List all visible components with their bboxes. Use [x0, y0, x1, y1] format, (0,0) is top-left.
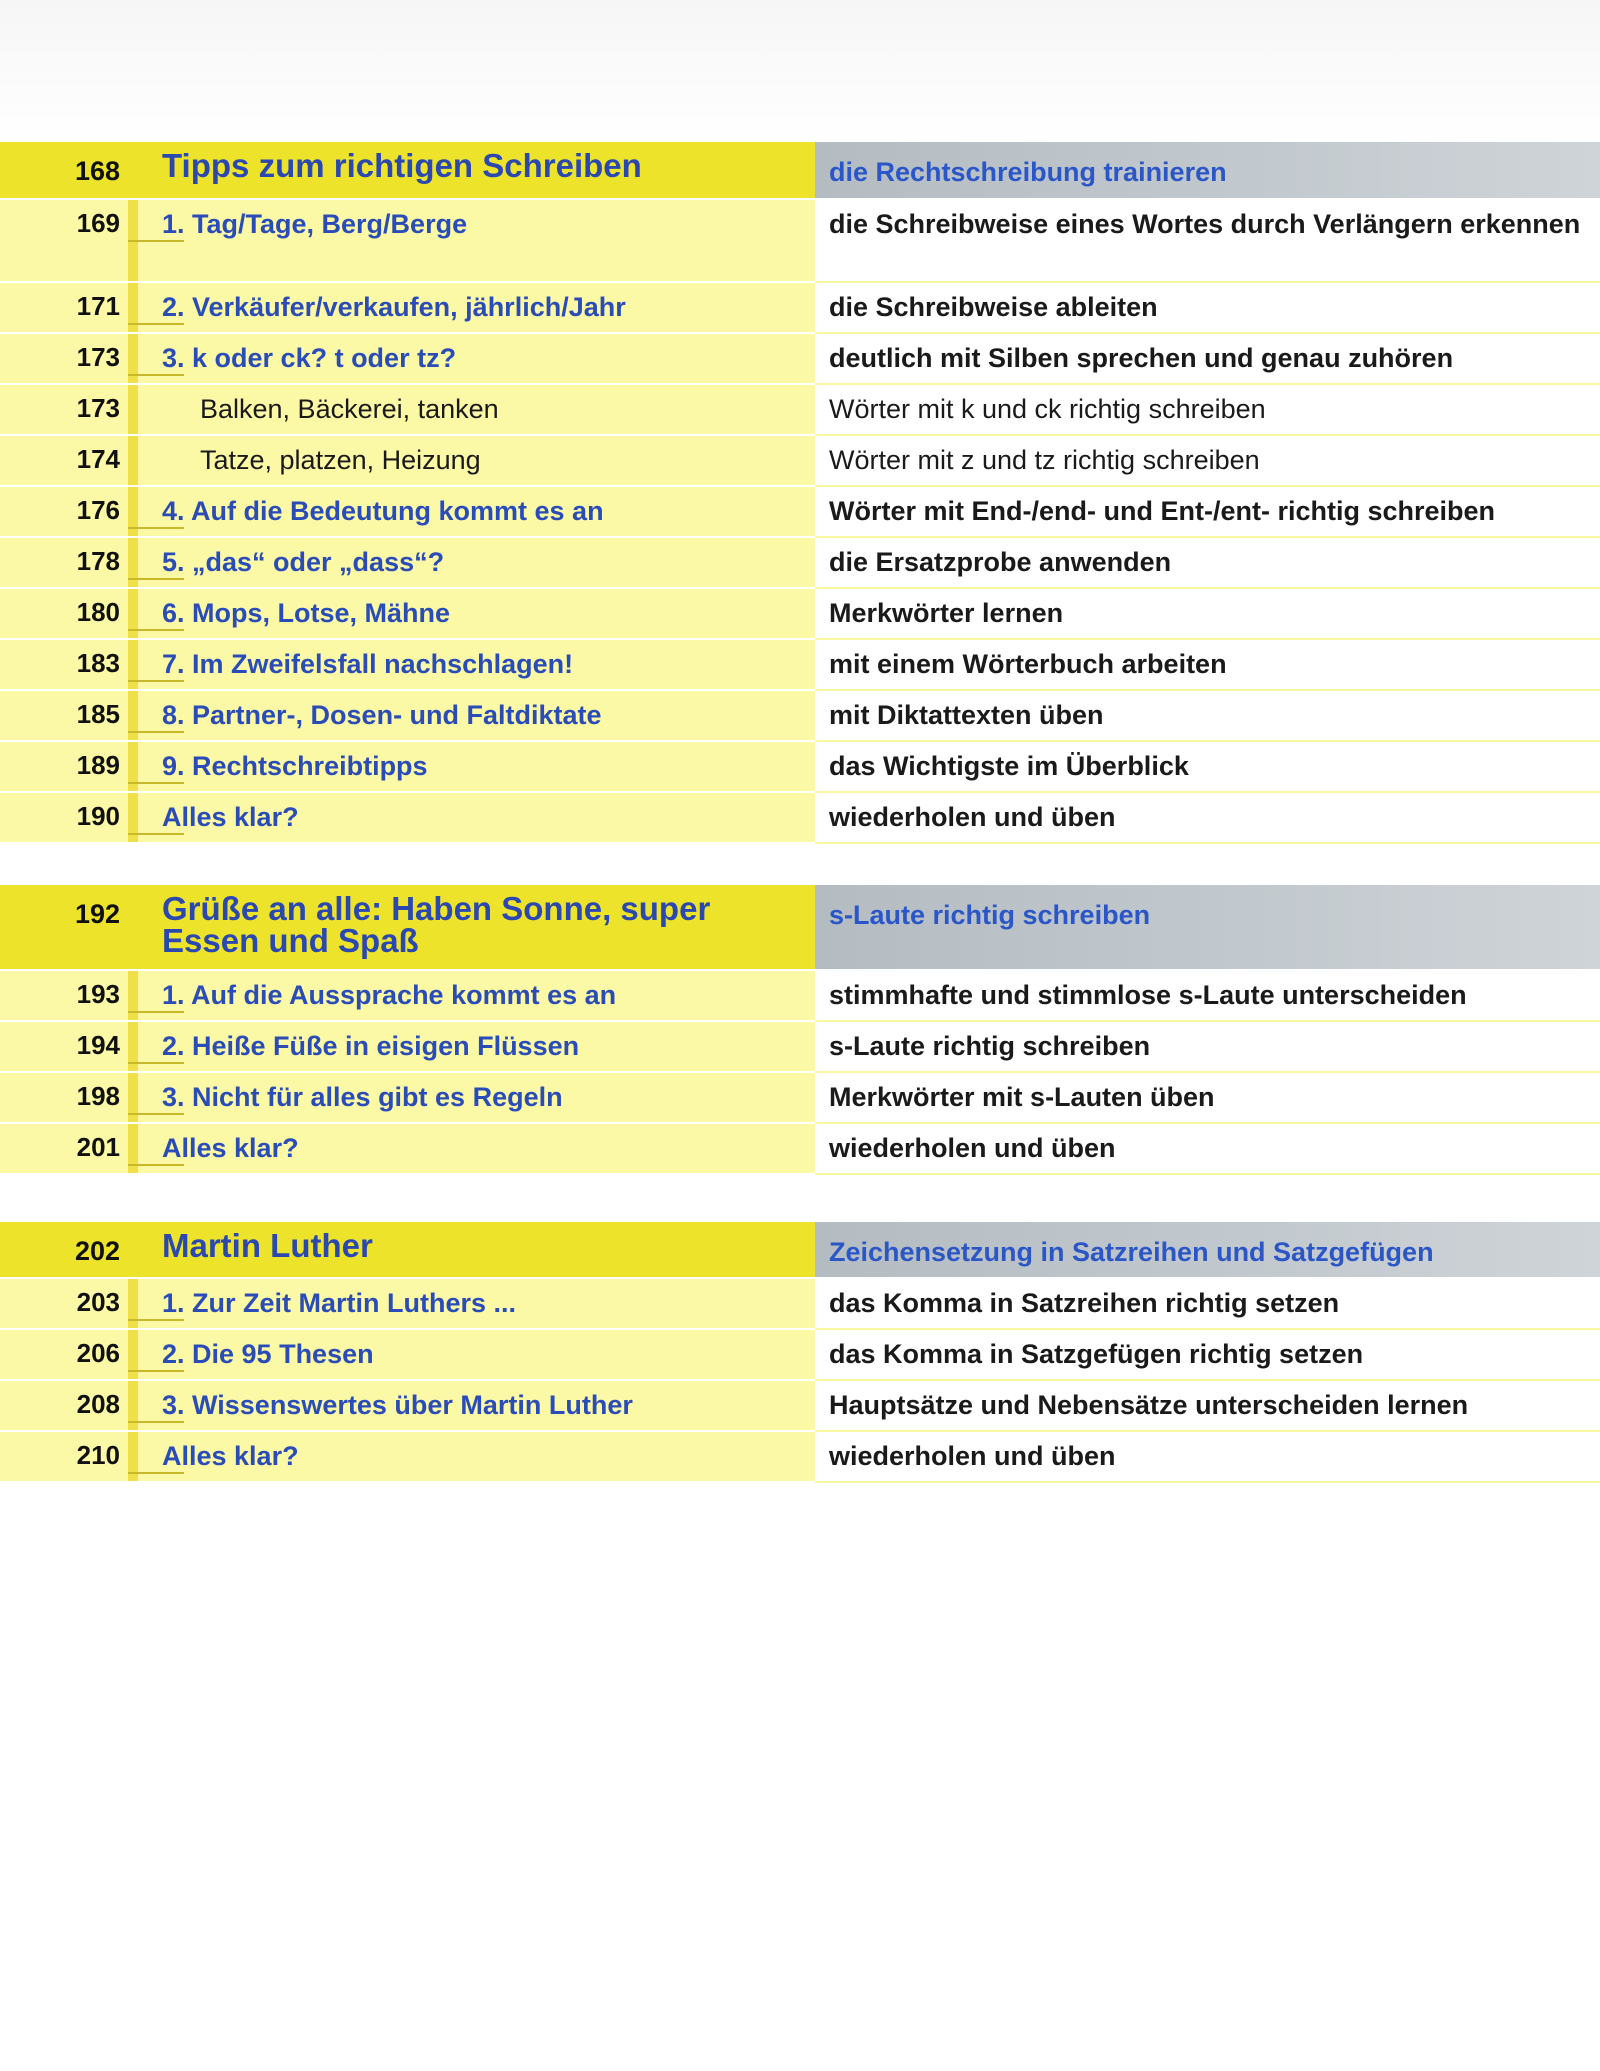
lesson-goal: Wörter mit z und tz richtig schreiben [815, 436, 1600, 487]
underline-mark [128, 578, 184, 580]
lesson-goal: s-Laute richtig schreiben [815, 1022, 1600, 1073]
lesson-title: 6. Mops, Lotse, Mähne [162, 598, 451, 628]
lesson-title: 2. Die 95 Thesen [162, 1339, 374, 1369]
lesson-goal: das Wichtigste im Überblick [815, 742, 1600, 793]
page-number: 178 [76, 546, 120, 576]
page-top-band [0, 0, 1600, 142]
lesson-title: 1. Zur Zeit Martin Luthers ... [162, 1288, 517, 1318]
lesson-goal: stimmhafte und stimmlose s-Laute unterscheiden [815, 971, 1600, 1022]
chapter-topic: s-Laute richtig schreiben [815, 885, 1600, 971]
chapter-title: Grüße an alle: Haben Sonne, super Essen und Spaß [162, 890, 711, 959]
page-number: 201 [76, 1132, 120, 1162]
lesson-goal: Wörter mit End-/end- und Ent-/ent- richtig schreiben [815, 487, 1600, 538]
underline-mark [128, 1062, 184, 1064]
lesson-goal: die Schreibweise eines Wortes durch Verlängern erkennen [815, 200, 1600, 283]
toc-section-rechtschreibung [0, 142, 1600, 844]
page-number: 174 [76, 444, 120, 474]
lesson-title: 2. Verkäufer/verkaufen, jährlich/Jahr [162, 292, 626, 322]
toc-row[interactable] [0, 971, 1600, 1022]
lesson-goal: Wörter mit k und ck richtig schreiben [815, 385, 1600, 436]
lesson-title: 4. Auf die Bedeutung kommt es an [162, 496, 604, 526]
lesson-title: 1. Tag/Tage, Berg/Berge [162, 209, 468, 239]
toc-row[interactable] [0, 436, 1600, 487]
lesson-goal: die Schreibweise ableiten [815, 283, 1600, 334]
underline-mark [128, 629, 184, 631]
page-number: 173 [76, 342, 120, 372]
page-number: 208 [76, 1389, 120, 1419]
page-number: 194 [76, 1030, 120, 1060]
toc-row[interactable] [0, 334, 1600, 385]
lesson-title: 1. Auf die Aussprache kommt es an [162, 980, 617, 1010]
lesson-title: 7. Im Zweifelsfall nachschlagen! [162, 649, 574, 679]
underline-mark [128, 1164, 184, 1166]
lesson-title: Alles klar? [162, 1133, 299, 1163]
lesson-goal: Hauptsätze und Nebensätze unterscheiden lernen [815, 1381, 1600, 1432]
page-number: 203 [76, 1287, 120, 1317]
lesson-title: Tatze, platzen, Heizung [200, 445, 481, 475]
toc-row[interactable] [0, 793, 1600, 844]
lesson-title: 3. Nicht für alles gibt es Regeln [162, 1082, 563, 1112]
toc-row[interactable] [0, 200, 1600, 283]
stripe [128, 385, 138, 434]
underline-mark [128, 1319, 184, 1321]
underline-mark [128, 323, 184, 325]
lesson-goal: das Komma in Satzreihen richtig setzen [815, 1279, 1600, 1330]
lesson-title: Alles klar? [162, 802, 299, 832]
lesson-goal: mit Diktattexten üben [815, 691, 1600, 742]
lesson-title: Alles klar? [162, 1441, 299, 1471]
lesson-title: 3. k oder ck? t oder tz? [162, 343, 457, 373]
page-number: 198 [76, 1081, 120, 1111]
lesson-title: 3. Wissenswertes über Martin Luther [162, 1390, 633, 1420]
lesson-goal: Merkwörter lernen [815, 589, 1600, 640]
page-number: 192 [74, 899, 120, 929]
toc-row[interactable] [0, 385, 1600, 436]
underline-mark [128, 1011, 184, 1013]
underline-mark [128, 527, 184, 529]
lesson-title: 5. „das“ oder „dass“? [162, 547, 445, 577]
toc-row[interactable] [0, 1124, 1600, 1175]
chapter-topic: Zeichensetzung in Satzreihen und Satzgefügen [815, 1222, 1600, 1279]
page-number: 169 [76, 208, 120, 238]
lesson-goal: wiederholen und üben [815, 1124, 1600, 1175]
toc-row[interactable] [0, 1381, 1600, 1432]
section-header[interactable] [0, 142, 1600, 200]
page-number: 210 [76, 1440, 120, 1470]
toc-row[interactable] [0, 283, 1600, 334]
toc-row[interactable] [0, 640, 1600, 691]
lesson-goal: Merkwörter mit s-Lauten üben [815, 1073, 1600, 1124]
toc-row[interactable] [0, 487, 1600, 538]
section-header[interactable] [0, 885, 1600, 971]
underline-mark [128, 1472, 184, 1474]
toc-row[interactable] [0, 589, 1600, 640]
toc-row[interactable] [0, 538, 1600, 589]
lesson-goal: mit einem Wörterbuch arbeiten [815, 640, 1600, 691]
lesson-goal: wiederholen und üben [815, 793, 1600, 844]
lesson-title: 2. Heiße Füße in eisigen Flüssen [162, 1031, 580, 1061]
toc-row[interactable] [0, 691, 1600, 742]
toc-section-s-laute [0, 885, 1600, 1175]
page-number: 180 [76, 597, 120, 627]
lesson-goal: wiederholen und üben [815, 1432, 1600, 1483]
page-number: 171 [76, 291, 120, 321]
toc-row[interactable] [0, 1330, 1600, 1381]
page-number: 185 [76, 699, 120, 729]
page-number: 206 [76, 1338, 120, 1368]
lesson-title: 9. Rechtschreibtipps [162, 751, 428, 781]
underline-mark [128, 680, 184, 682]
lesson-title: Balken, Bäckerei, tanken [200, 394, 499, 424]
underline-mark [128, 1113, 184, 1115]
toc-row[interactable] [0, 1022, 1600, 1073]
toc-row[interactable] [0, 1432, 1600, 1483]
lesson-title: 8. Partner-, Dosen- und Faltdiktate [162, 700, 602, 730]
underline-mark [128, 374, 184, 376]
page-number: 168 [74, 156, 120, 186]
chapter-topic: die Rechtschreibung trainieren [815, 142, 1600, 200]
underline-mark [128, 1421, 184, 1423]
page-number: 173 [76, 393, 120, 423]
underline-mark [128, 731, 184, 733]
underline-mark [128, 240, 184, 242]
section-header[interactable] [0, 1222, 1600, 1279]
page-number: 202 [74, 1236, 120, 1266]
page-number: 176 [76, 495, 120, 525]
chapter-title: Tipps zum richtigen Schreiben [162, 147, 642, 184]
lesson-goal: deutlich mit Silben sprechen und genau zuhören [815, 334, 1600, 385]
chapter-title: Martin Luther [162, 1227, 373, 1264]
lesson-goal: die Ersatzprobe anwenden [815, 538, 1600, 589]
page-number: 189 [76, 750, 120, 780]
underline-mark [128, 833, 184, 835]
toc-row[interactable] [0, 1279, 1600, 1330]
page-number: 183 [76, 648, 120, 678]
page-number: 190 [76, 801, 120, 831]
toc-row[interactable] [0, 742, 1600, 793]
lesson-goal: das Komma in Satzgefügen richtig setzen [815, 1330, 1600, 1381]
toc-row[interactable] [0, 1073, 1600, 1124]
underline-mark [128, 782, 184, 784]
underline-mark [128, 1370, 184, 1372]
toc-section-zeichensetzung [0, 1222, 1600, 1483]
stripe [128, 436, 138, 485]
page-number: 193 [76, 979, 120, 1009]
